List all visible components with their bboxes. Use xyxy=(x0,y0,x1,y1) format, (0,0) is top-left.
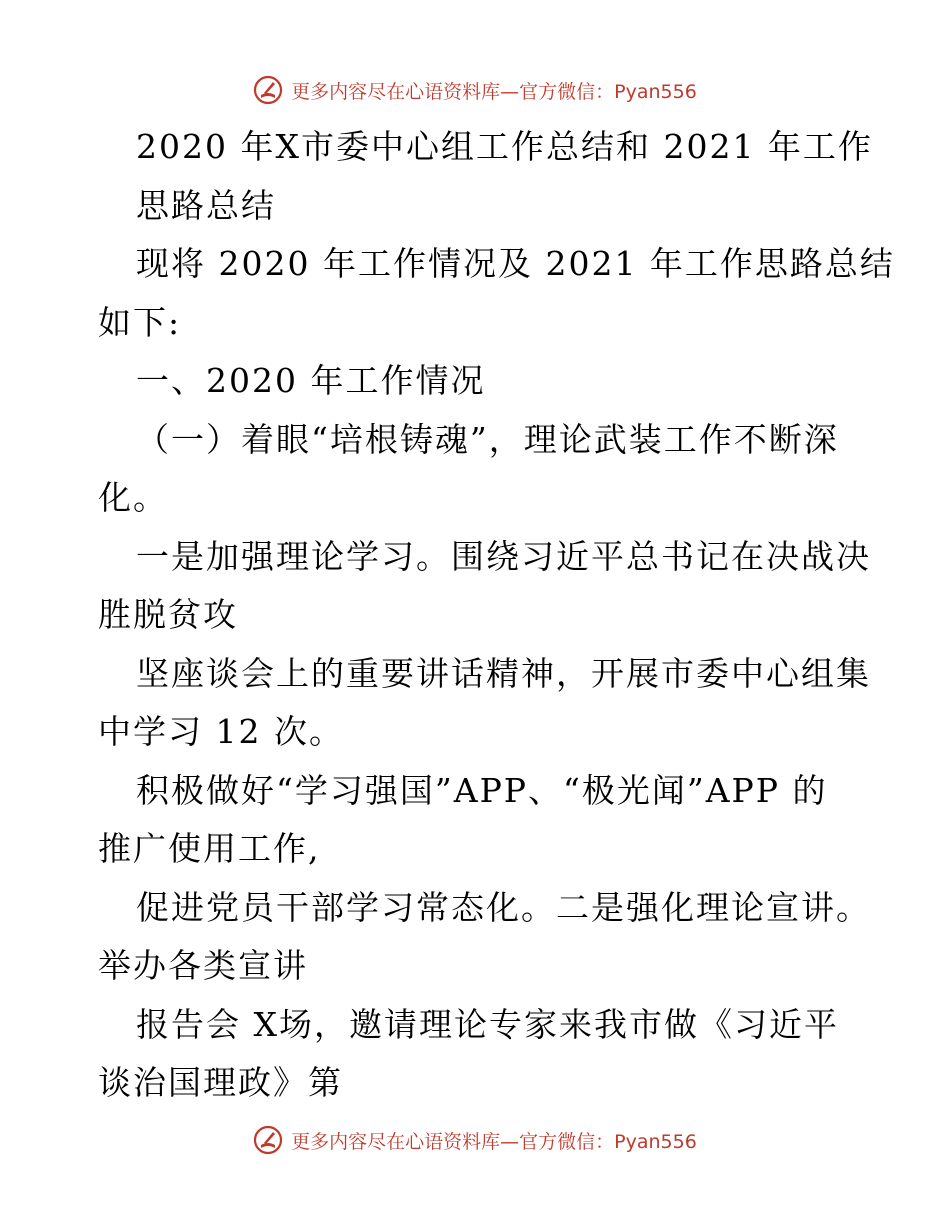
text-line: 化。 xyxy=(98,478,168,517)
text-line: 中学习 12 次。 xyxy=(98,712,344,751)
section-heading: 一、2020 年工作情况 xyxy=(136,361,486,400)
watermark-text: 更多内容尽在心语资料库—官方微信：Pyan556 xyxy=(291,1130,697,1153)
text-line: 胜脱贫攻 xyxy=(98,595,238,634)
text-line: 现将 2020 年工作情况及 2021 年工作思路总结 xyxy=(136,244,895,283)
subsection-heading: （一）着眼“培根铸魂”，理论武装工作不断深 xyxy=(136,419,839,459)
text-line: 如下: xyxy=(98,302,182,342)
quill-book-logo-icon xyxy=(253,75,283,105)
text-line: 促进党员干部学习常态化。二是强化理论宣讲。 xyxy=(136,887,871,927)
text-line: 推广使用工作, xyxy=(98,829,321,868)
text-line: 积极做好“学习强国”APP、“极光闻”APP 的 xyxy=(136,770,828,810)
text-line: 谈治国理政》第 xyxy=(98,1063,343,1102)
text-line: 2020 年X市委中心组工作总结和 2021 年工作 xyxy=(136,127,873,166)
footer-watermark xyxy=(0,1120,950,1160)
document-body xyxy=(98,118,895,1113)
quill-book-logo-icon xyxy=(253,1125,283,1155)
text-line: 一是加强理论学习。围绕习近平总书记在决战决 xyxy=(136,536,871,576)
text-line: 坚座谈会上的重要讲话精神，开展市委中心组集 xyxy=(136,653,871,693)
header-watermark xyxy=(0,70,950,110)
text-line: 举办各类宣讲 xyxy=(98,946,308,985)
text-line: 报告会 X场，邀请理论专家来我市做《习近平 xyxy=(136,1004,839,1044)
text-line: 思路总结 xyxy=(136,185,276,225)
watermark-text: 更多内容尽在心语资料库—官方微信：Pyan556 xyxy=(291,80,697,103)
